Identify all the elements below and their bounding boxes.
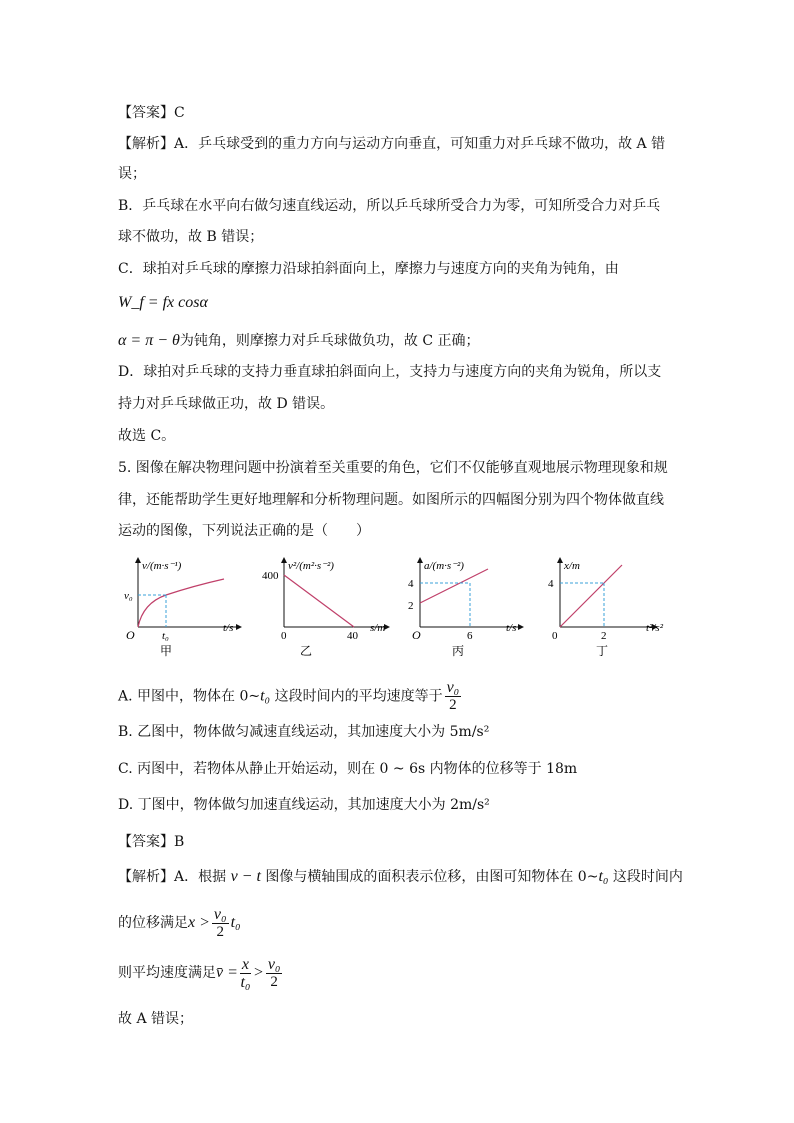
answer-line-2 — [118, 832, 184, 852]
a-t-line — [420, 569, 488, 603]
analysis-a-text: A．乒乓球受到的重力方向与运动方向垂直，可知重力对乒乓球不做功，故 A 错 — [174, 136, 666, 152]
analysis-a-line-2: 误； — [118, 166, 146, 182]
x-label: t/s — [223, 622, 234, 634]
option-d: D. 丁图中，物体做匀加速直线运动，其加速度大小为 2m/s² — [118, 797, 490, 813]
option-a — [118, 679, 463, 714]
t0: t₀ — [598, 868, 609, 885]
fraction-num: v₀ — [213, 905, 227, 923]
answer-value: B — [174, 834, 185, 850]
analysis-a-line-1 — [118, 134, 665, 154]
x-t2-line — [560, 565, 622, 627]
y-label: x/m — [564, 560, 580, 572]
option-b: B. 乙图中，物体做匀减速直线运动，其加速度大小为 5m/s² — [118, 724, 490, 740]
alpha-text: 为钝角，则摩擦力对乒乓球做负功，故 C 正确； — [179, 333, 480, 349]
fraction-den: 2 — [270, 973, 278, 990]
analysis-d-line-1: D．球拍对乒乓球的支持力垂直球拍斜面向上，支持力与速度方向的夹角为锐角，所以支 — [118, 364, 662, 380]
x-tick-6: 6 — [467, 630, 473, 642]
analysis-d-line-2: 持力对乒乓球做正功，故 D 错误。 — [118, 396, 335, 412]
option-a-mid: 这段时间内的平均速度等于 — [270, 688, 443, 705]
y-arrow — [135, 557, 141, 563]
v-bar-eq: v̄ = — [216, 964, 238, 981]
question-5-line-3: 运动的图像，下列说法正确的是（ ） — [118, 523, 370, 539]
y-tick-4: 4 — [408, 578, 414, 590]
fraction-den: 2 — [216, 923, 224, 940]
t0: t₀ — [230, 914, 241, 931]
y-arrow — [417, 557, 423, 563]
fraction-num: v₀ — [267, 955, 281, 973]
y-tick-400: 400 — [262, 570, 279, 582]
analysis-b-line-2: 球不做功，故 B 错误； — [118, 229, 264, 245]
question-5-line-2: 律，还能帮助学生更好地理解和分析物理问题。如图所示的四幅图分别为四个物体做直线 — [118, 492, 664, 508]
x-arrow — [236, 624, 242, 630]
y-label: v²/(m²·s⁻²) — [288, 560, 334, 572]
t0-tick: t₀ — [162, 630, 169, 642]
option-c: C. 丙图中，若物体从静止开始运动，则在 0 ~ 6s 内物体的位移等于 18m — [118, 761, 578, 777]
v-t-formula: v − t — [230, 868, 261, 885]
figure-ding — [546, 555, 676, 660]
origin: 0 — [552, 630, 558, 642]
conclusion-1: 故选 C。 — [118, 428, 176, 444]
analysis2-line-3 — [118, 953, 284, 993]
origin: O — [412, 628, 421, 642]
x-label: s/m — [370, 622, 386, 634]
caption: 甲 — [160, 644, 173, 658]
figure-yi — [262, 555, 397, 660]
x-tick-2: 2 — [601, 630, 607, 642]
v0-tick: v₀ — [124, 590, 133, 602]
velocity-curve — [138, 579, 224, 627]
x-tick-40: 40 — [347, 630, 358, 642]
answer-tag: 【答案】 — [118, 834, 174, 850]
x-label: t²/s² — [646, 622, 663, 634]
origin: O — [126, 628, 135, 642]
caption: 丙 — [452, 644, 465, 658]
analysis-b-line-1: B．乒乓球在水平向右做匀速直线运动，所以乒乓球所受合力为零，可知所受合力对乒乓 — [118, 198, 661, 214]
analysis-c-line-3 — [118, 331, 480, 351]
fraction-den: t₀ — [240, 973, 251, 991]
text: 则平均速度满足 — [118, 965, 216, 981]
question-5-line-1: 5. 图像在解决物理问题中扮演着至关重要的角色，它们不仅能够直观地展示物理现象和规 — [118, 460, 668, 476]
y-arrow — [281, 557, 287, 563]
caption: 乙 — [300, 644, 313, 658]
fraction-den: 2 — [449, 697, 457, 713]
analysis2-line-2 — [118, 903, 241, 943]
work-formula: W_f = fx cosα — [118, 294, 208, 311]
v2-s-line — [284, 575, 354, 627]
analysis2-line-1 — [118, 867, 683, 887]
option-a-prefix: A. 甲图中，物体在 0~ — [118, 688, 261, 705]
gt: > — [253, 964, 264, 981]
y-label: v/(m·s⁻¹) — [142, 560, 182, 572]
analysis-tag: 【解析】 — [118, 869, 174, 885]
answer-value: C — [174, 105, 185, 121]
y-arrow — [557, 557, 563, 563]
fraction-num: x — [241, 955, 250, 973]
text-c: 这段时间内 — [608, 869, 683, 885]
fraction-num: v₀ — [446, 679, 460, 696]
alpha-formula: α = π − θ — [118, 332, 180, 349]
option-a-fraction — [445, 679, 462, 714]
y-tick-2: 2 — [408, 600, 414, 612]
analysis-c-line-1: C．球拍对乒乓球的摩擦力沿球拍斜面向上，摩擦力与速度方向的夹角为钝角，由 — [118, 261, 619, 277]
text-b: 图像与横轴围成的面积表示位移，由图可知物体在 0~ — [260, 869, 599, 885]
figure-bing — [408, 555, 538, 660]
caption: 丁 — [596, 644, 609, 658]
answer-tag: 【答案】 — [118, 105, 174, 121]
analysis2-line-4: 故 A 错误； — [118, 1011, 194, 1027]
x-gt: x > — [188, 914, 210, 931]
x-arrow — [518, 624, 524, 630]
x-label: t/s — [506, 622, 517, 634]
answer-line-1 — [118, 103, 185, 123]
fraction-2 — [266, 956, 283, 991]
analysis-tag: 【解析】 — [118, 136, 174, 152]
fraction — [212, 906, 229, 941]
text: 的位移满足 — [118, 915, 188, 931]
y-label: a/(m·s⁻²) — [424, 560, 464, 572]
text-a: A．根据 — [174, 869, 231, 885]
option-a-t0: t₀ — [260, 687, 271, 705]
y-tick-4: 4 — [548, 578, 554, 590]
origin: 0 — [281, 630, 287, 642]
fraction-1 — [240, 956, 251, 991]
figure-jia — [118, 555, 248, 660]
